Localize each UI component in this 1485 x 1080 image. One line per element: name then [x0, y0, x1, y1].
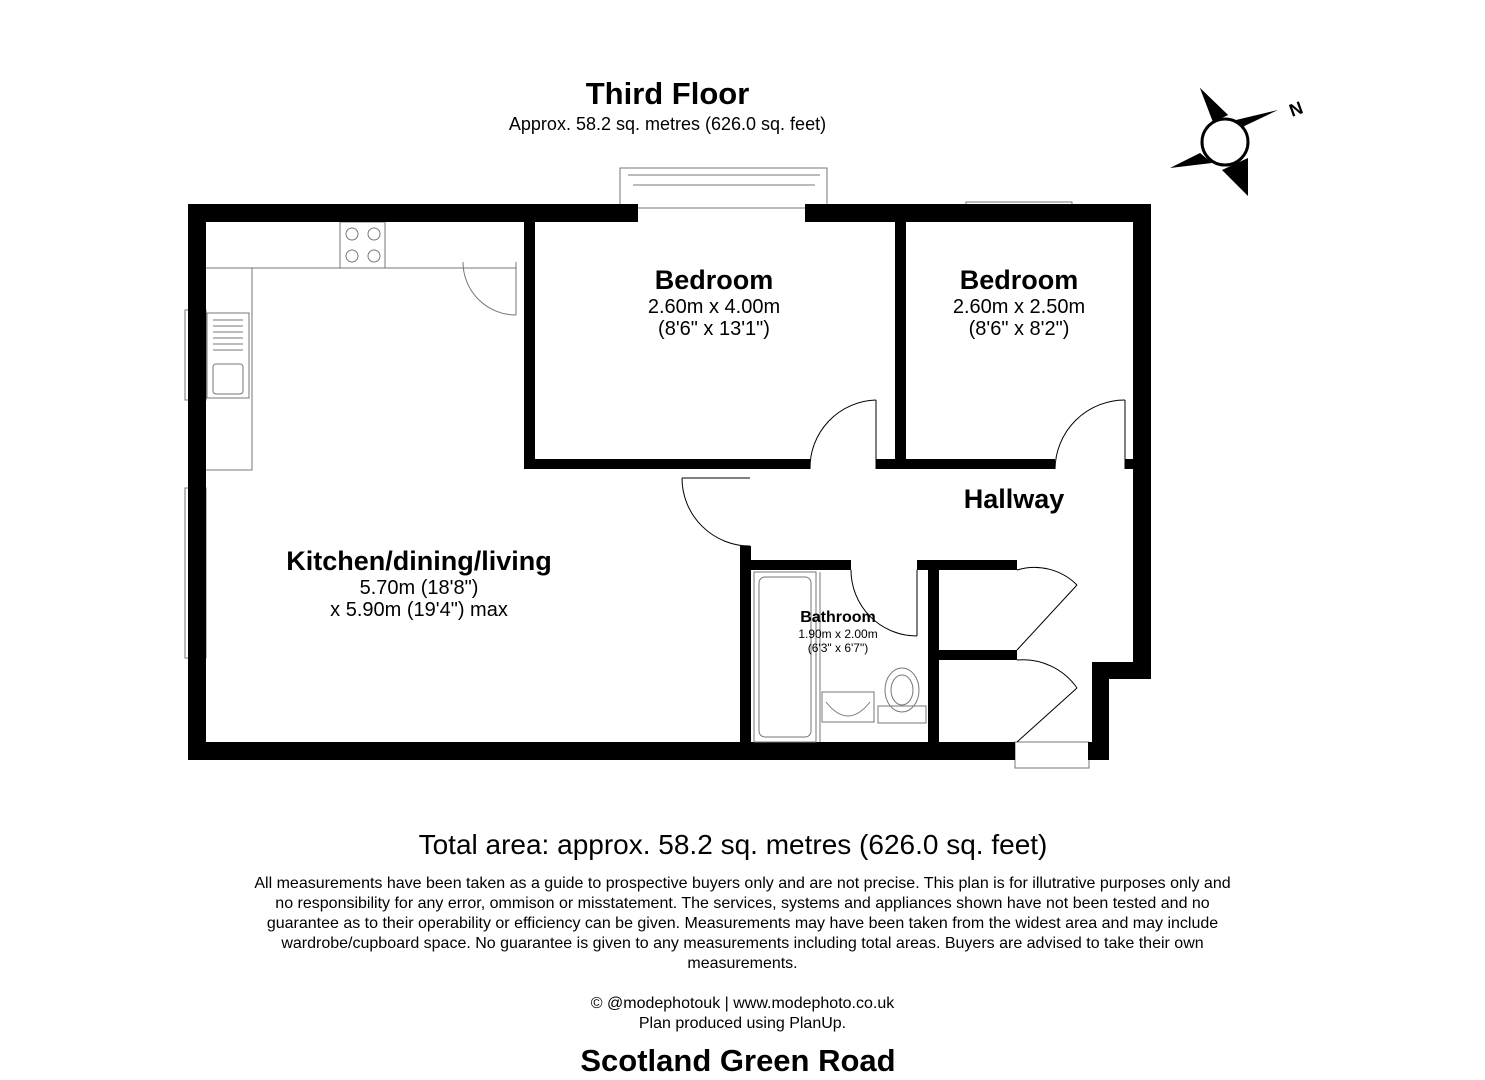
disclaimer-text: All measurements have been taken as a guide to prospective buyers only and are not precise. This plan is for illutrative purposes only and no responsibility for any error, ommison or misstatement. The services, systems and appliances shown have not been tested and no guarantee as to their operability or efficiency can be given. Measurements may have been taken from the widest area and may include wardrobe/cupboard space. No guarantee is given to any measurements including total areas. Buyers are advised to take their own measurements.: [254, 875, 1231, 972]
room-name: Bedroom: [654, 265, 774, 295]
kitchen-units: [204, 222, 516, 470]
room-name: Kitchen/dining/living: [286, 546, 552, 576]
credit-line-1: © @modephotouk | www.modephoto.co.uk: [590, 995, 895, 1012]
room-name: Bedroom: [959, 265, 1079, 295]
total-area: Total area: approx. 58.2 sq. metres (626.0 sq. feet): [418, 829, 1048, 860]
property-address: Scotland Green Road: [580, 1043, 896, 1078]
room-dim-metric: 2.60m x 2.50m: [952, 296, 1086, 318]
room-name: Bathroom: [800, 609, 876, 626]
room-dim-imperial: (6'3" x 6'7"): [807, 641, 869, 655]
credit-line-2: Plan produced using PlanUp.: [638, 1015, 847, 1032]
room-dim-imperial: (8'6" x 8'2"): [968, 318, 1070, 340]
compass-icon: [1170, 88, 1306, 196]
credit-block: [0, 994, 1485, 1034]
room-label-bathroom: [770, 609, 906, 655]
room-dim-metric: 1.90m x 2.00m: [798, 627, 878, 641]
room-dim-imperial: x 5.90m (19'4") max: [330, 599, 508, 621]
bathroom-fixtures: [754, 572, 926, 742]
floor-area: Approx. 58.2 sq. metres (626.0 sq. feet): [508, 114, 827, 134]
room-label-kitchen: [260, 546, 578, 621]
floor-title: Third Floor: [585, 76, 750, 111]
room-label-bedroom-1: [575, 265, 853, 340]
room-label-hallway: Hallway: [963, 484, 1065, 514]
room-label-bedroom-2: [910, 265, 1128, 340]
room-dim-metric: 2.60m x 4.00m: [647, 296, 781, 318]
room-dim-imperial: (8'6" x 13'1"): [658, 318, 770, 340]
room-dim-metric: 5.70m (18'8"): [359, 577, 479, 599]
compass-north-label: N: [1286, 97, 1306, 121]
